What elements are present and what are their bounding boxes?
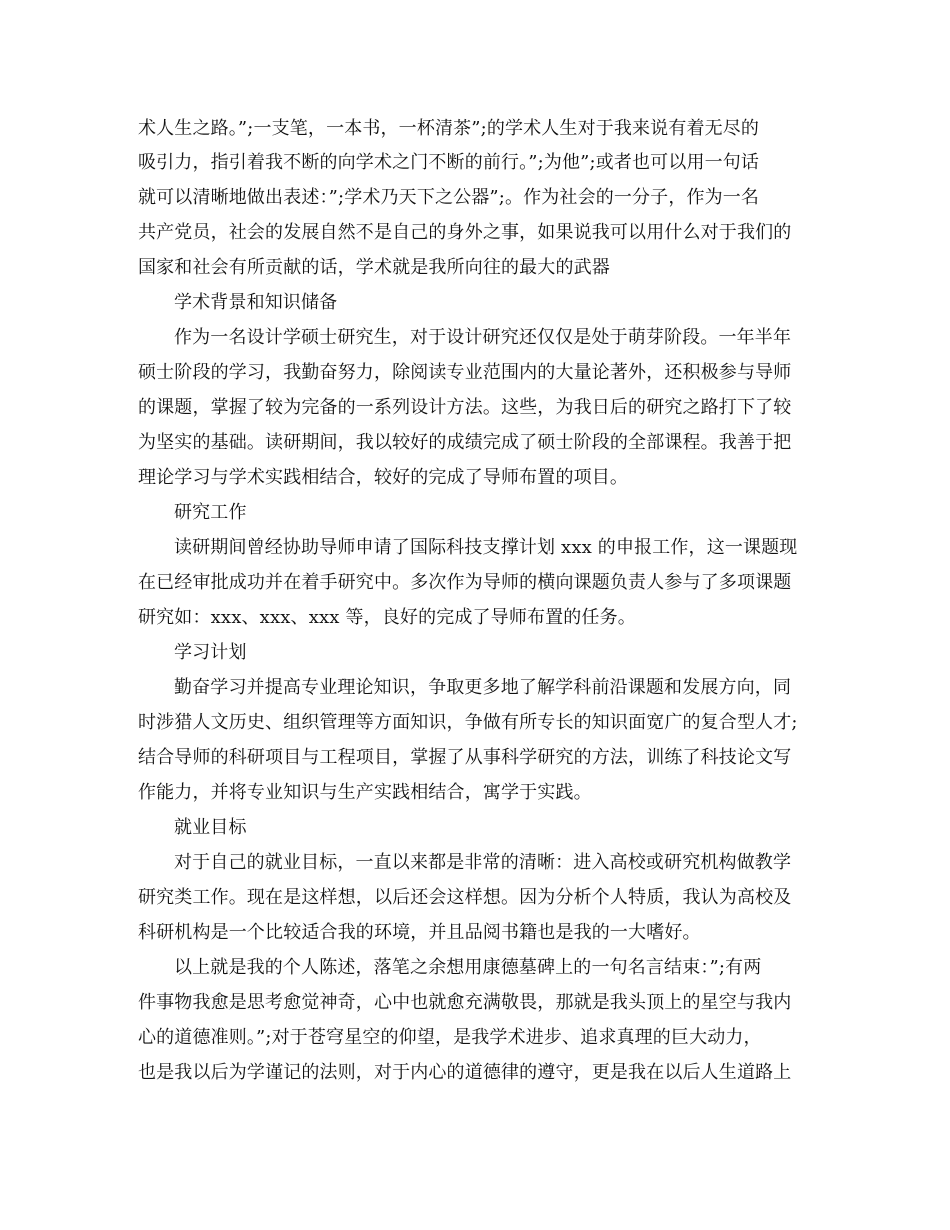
text-line: 结合导师的科研项目与工程项目，掌握了从事科学研究的方法，训练了科技论文写 — [138, 747, 792, 768]
text-line: 共产党员，社会的发展自然不是自己的身外之事，如果说我可以用什么对于我们的 — [138, 222, 792, 243]
text-line: 心的道德准则。”;对于苍穹星空的仰望，是我学术进步、追求真理的巨大动力， — [138, 1027, 762, 1048]
text-line: 勤奋学习并提高专业理论知识，争取更多地了解学科前沿课题和发展方向，同 — [174, 677, 792, 698]
text-line: 以上就是我的个人陈述，落笔之余想用康德墓碑上的一句名言结束：”;有两 — [174, 957, 762, 978]
text-line: 对于自己的就业目标，一直以来都是非常的清晰：进入高校或研究机构做教学 — [174, 852, 792, 873]
text-line: 吸引力，指引着我不断的向学术之门不断的前行。”;为他”;或者也可以用一句话 — [138, 152, 760, 173]
text-line: 研究如：xxx、xxx、xxx 等，良好的完成了导师布置的任务。 — [138, 607, 636, 628]
text-line: 为坚实的基础。读研期间，我以较好的成绩完成了硕士阶段的全部课程。我善于把 — [138, 432, 792, 453]
text-line: 作为一名设计学硕士研究生，对于设计研究还仅仅是处于萌芽阶段。一年半年 — [174, 327, 792, 348]
text-line: 读研期间曾经协助导师申请了国际科技支撑计划 xxx 的申报工作，这一课题现 — [174, 537, 798, 558]
text-line: 国家和社会有所贡献的话，学术就是我所向往的最大的武器 — [138, 257, 610, 278]
section-heading: 学习计划 — [174, 642, 247, 663]
text-line: 作能力，并将专业知识与生产实践相结合，寓学于实践。 — [138, 782, 592, 803]
text-line: 科研机构是一个比较适合我的环境，并且品阅书籍也是我的一大嗜好。 — [138, 922, 701, 943]
text-line: 也是我以后为学谨记的法则，对于内心的道德律的遵守，更是我在以后人生道路上 — [138, 1062, 792, 1083]
text-line: 时涉猎人文历史、组织管理等方面知识，争做有所专长的知识面宽广的复合型人才; — [138, 712, 798, 733]
section-heading: 研究工作 — [174, 502, 247, 523]
text-line: 就可以清晰地做出表述：”;学术乃天下之公器”;。作为社会的一分子，作为一名 — [138, 187, 760, 208]
text-line: 理论学习与学术实践相结合，较好的完成了导师布置的项目。 — [138, 467, 629, 488]
text-line: 的课题，掌握了较为完备的一系列设计方法。这些，为我日后的研究之路打下了较 — [138, 397, 792, 418]
section-heading: 学术背景和知识储备 — [174, 292, 338, 313]
text-line: 研究类工作。现在是这样想，以后还会这样想。因为分析个人特质，我认为高校及 — [138, 887, 792, 908]
text-line: 硕士阶段的学习，我勤奋努力，除阅读专业范围内的大量论著外，还积极参与导师 — [138, 362, 792, 383]
text-line: 术人生之路。”;一支笔，一本书，一杯清茶”;的学术人生对于我来说有着无尽的 — [138, 118, 760, 139]
text-line: 件事物我愈是思考愈觉神奇，心中也就愈充满敬畏，那就是我头顶上的星空与我内 — [138, 992, 792, 1013]
section-heading: 就业目标 — [174, 817, 247, 838]
text-line: 在已经审批成功并在着手研究中。多次作为导师的横向课题负责人参与了多项课题 — [138, 572, 792, 593]
